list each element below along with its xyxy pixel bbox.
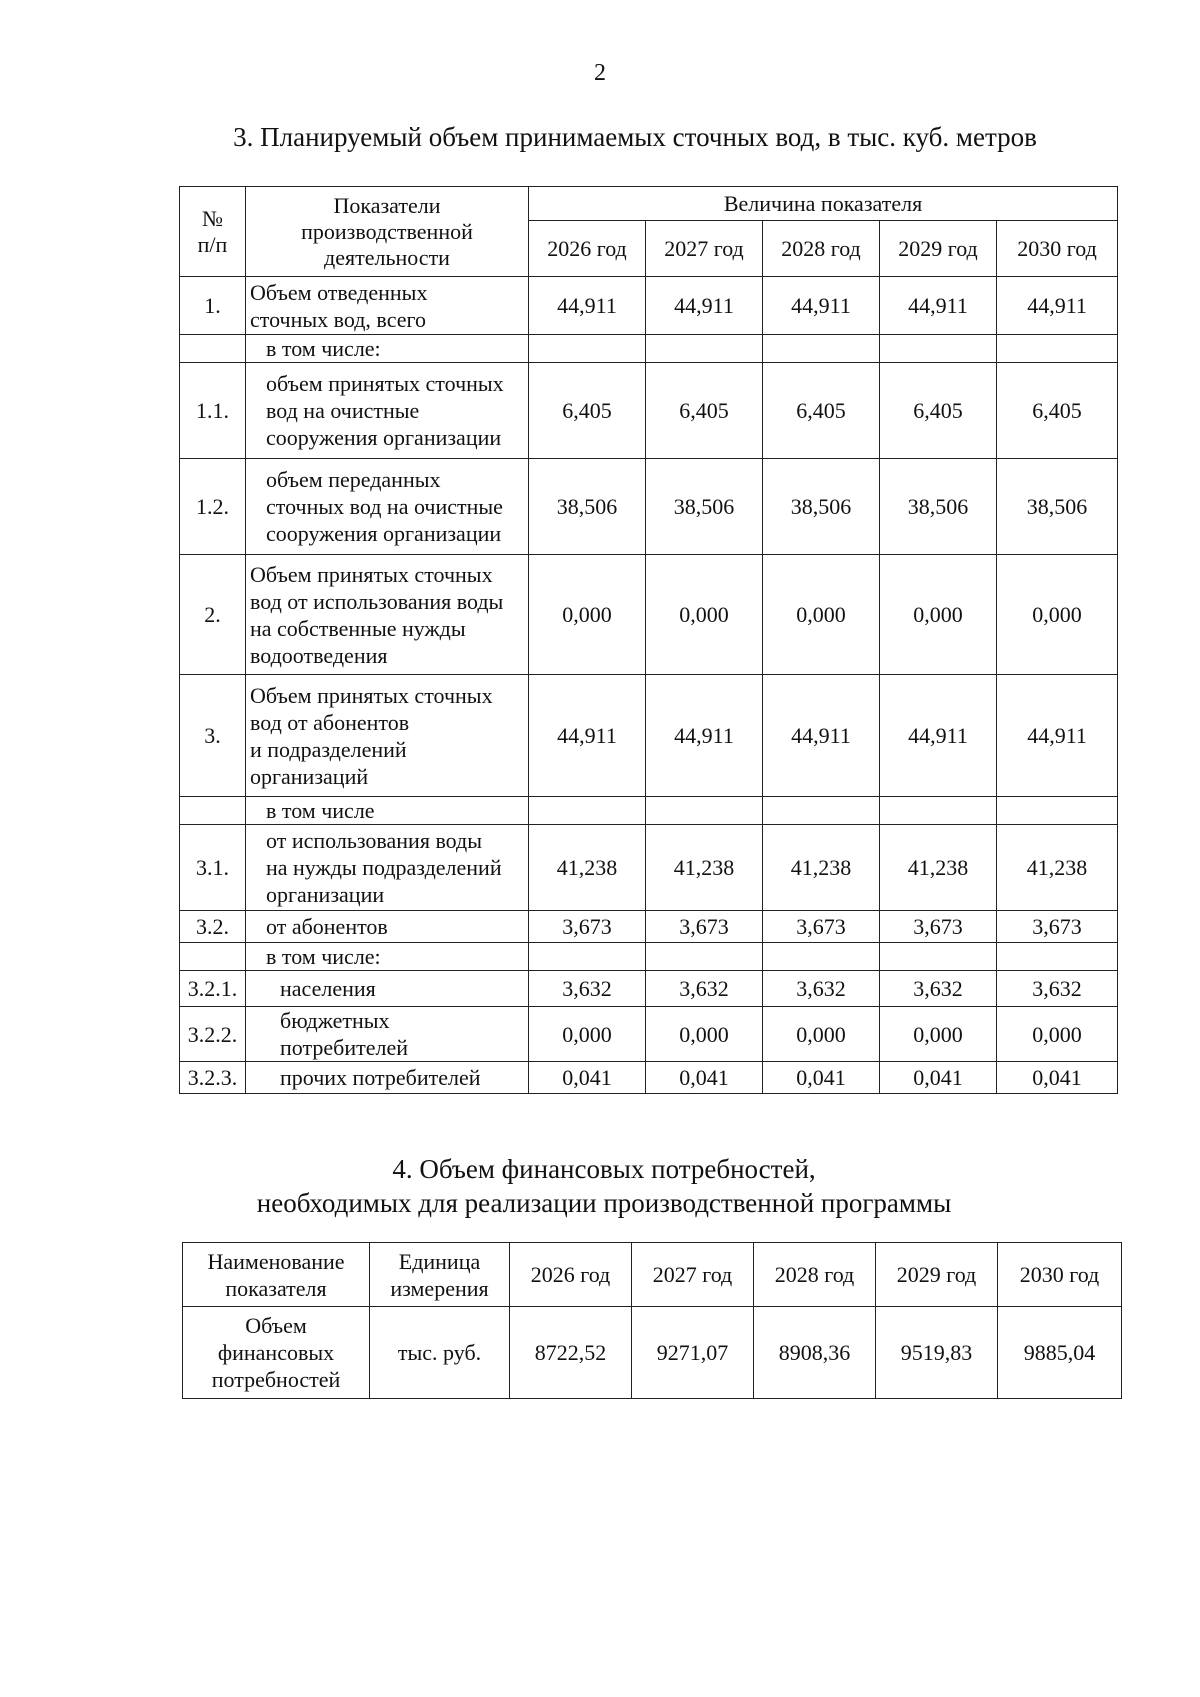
row-value: 0,000 xyxy=(529,555,646,675)
row-value: 41,238 xyxy=(529,825,646,911)
header-num-text: № п/п xyxy=(197,205,228,257)
row-value: 0,000 xyxy=(763,1007,880,1062)
row-number xyxy=(180,943,246,971)
header-year: 2026 год xyxy=(510,1243,632,1307)
header-num xyxy=(180,187,246,277)
row-label: от использования воды на нужды подразделений организации xyxy=(246,825,529,911)
header-year: 2029 год xyxy=(880,221,997,277)
row-value xyxy=(646,797,763,825)
row-value: 44,911 xyxy=(646,675,763,797)
row-label: прочих потребителей xyxy=(246,1062,529,1094)
row-label: в том числе: xyxy=(246,943,529,971)
header-year: 2030 год xyxy=(998,1243,1122,1307)
row-label: населения xyxy=(246,971,529,1007)
row-name: Объем финансовых потребностей xyxy=(183,1307,370,1399)
financial-header-row xyxy=(183,1243,1122,1307)
row-value xyxy=(997,335,1118,363)
row-value xyxy=(763,943,880,971)
row-label: объем переданных сточных вод на очистные сооружения организации xyxy=(246,459,529,555)
row-value: 3,673 xyxy=(646,911,763,943)
row-value: 0,000 xyxy=(529,1007,646,1062)
row-value: 38,506 xyxy=(763,459,880,555)
row-value: 3,673 xyxy=(529,911,646,943)
financial-data-row xyxy=(183,1307,1122,1399)
row-value: 3,673 xyxy=(763,911,880,943)
row-value xyxy=(646,943,763,971)
row-value: 0,000 xyxy=(997,555,1118,675)
row-value: 0,041 xyxy=(529,1062,646,1094)
header-year: 2028 год xyxy=(754,1243,876,1307)
row-value: 44,911 xyxy=(997,675,1118,797)
row-value: 38,506 xyxy=(529,459,646,555)
row-value: 38,506 xyxy=(646,459,763,555)
row-value: 6,405 xyxy=(646,363,763,459)
section-4-title xyxy=(8,1152,1200,1220)
row-number: 1. xyxy=(180,277,246,335)
section-3-title: 3. Планируемый объем принимаемых сточных вод, в тыс. куб. метров xyxy=(233,122,1037,152)
row-value: 44,911 xyxy=(529,675,646,797)
row-unit: тыс. руб. xyxy=(370,1307,510,1399)
row-label: Объем принятых сточных вод от абонентов и подразделений организаций xyxy=(246,675,529,797)
table-row xyxy=(180,1062,1118,1094)
table-row xyxy=(180,797,1118,825)
table-row xyxy=(180,675,1118,797)
row-value: 0,000 xyxy=(763,555,880,675)
row-value xyxy=(763,335,880,363)
header-year: 2030 год xyxy=(997,221,1118,277)
row-value xyxy=(880,797,997,825)
row-value: 0,000 xyxy=(646,555,763,675)
row-value: 38,506 xyxy=(880,459,997,555)
table-header-row xyxy=(180,187,1118,221)
table-row xyxy=(180,335,1118,363)
section-4-title-line2: необходимых для реализации производственной программы xyxy=(256,1188,952,1218)
row-value: 3,632 xyxy=(880,971,997,1007)
header-year: 2027 год xyxy=(646,221,763,277)
row-value: 44,911 xyxy=(997,277,1118,335)
page-number: 2 xyxy=(594,60,606,86)
row-value: 44,911 xyxy=(529,277,646,335)
row-number: 1.2. xyxy=(180,459,246,555)
row-value: 9271,07 xyxy=(632,1307,754,1399)
table-row xyxy=(180,459,1118,555)
section-4-title-line1: 4. Объем финансовых потребностей, xyxy=(392,1154,816,1184)
header-year: 2027 год xyxy=(632,1243,754,1307)
row-number xyxy=(180,335,246,363)
row-value xyxy=(646,335,763,363)
row-value xyxy=(997,797,1118,825)
row-value: 3,632 xyxy=(646,971,763,1007)
table-row xyxy=(180,971,1118,1007)
row-value: 0,000 xyxy=(646,1007,763,1062)
table-row xyxy=(180,943,1118,971)
row-value: 0,000 xyxy=(880,555,997,675)
wastewater-volume-table xyxy=(179,186,1118,1094)
row-value: 44,911 xyxy=(763,675,880,797)
row-value: 0,041 xyxy=(646,1062,763,1094)
row-number: 1.1. xyxy=(180,363,246,459)
row-value xyxy=(763,797,880,825)
row-label: в том числе xyxy=(246,797,529,825)
header-value-group: Величина показателя xyxy=(529,187,1118,221)
row-value: 44,911 xyxy=(880,277,997,335)
row-value xyxy=(997,943,1118,971)
row-value: 3,673 xyxy=(997,911,1118,943)
row-value: 0,000 xyxy=(997,1007,1118,1062)
row-value: 6,405 xyxy=(763,363,880,459)
row-value xyxy=(529,335,646,363)
row-value: 44,911 xyxy=(880,675,997,797)
header-indicator-text: Показатели производственной деятельности xyxy=(301,192,473,270)
row-value: 0,041 xyxy=(880,1062,997,1094)
row-value: 44,911 xyxy=(646,277,763,335)
row-value: 0,000 xyxy=(880,1007,997,1062)
row-value: 8908,36 xyxy=(754,1307,876,1399)
row-value: 3,632 xyxy=(529,971,646,1007)
row-value: 6,405 xyxy=(529,363,646,459)
row-value: 41,238 xyxy=(646,825,763,911)
row-number: 3.2.2. xyxy=(180,1007,246,1062)
table-row xyxy=(180,825,1118,911)
table-row xyxy=(180,555,1118,675)
header-year: 2029 год xyxy=(876,1243,998,1307)
row-value: 44,911 xyxy=(763,277,880,335)
row-label: объем принятых сточных вод на очистные сооружения организации xyxy=(246,363,529,459)
row-value xyxy=(529,943,646,971)
row-number: 3.2.3. xyxy=(180,1062,246,1094)
header-name: Наименование показателя xyxy=(183,1243,370,1307)
row-value: 38,506 xyxy=(997,459,1118,555)
table-row xyxy=(180,277,1118,335)
header-unit: Единица измерения xyxy=(370,1243,510,1307)
row-label: в том числе: xyxy=(246,335,529,363)
row-number: 2. xyxy=(180,555,246,675)
row-value: 0,041 xyxy=(997,1062,1118,1094)
row-value: 9519,83 xyxy=(876,1307,998,1399)
row-value: 3,673 xyxy=(880,911,997,943)
wastewater-table-body xyxy=(180,187,1118,1094)
financial-needs-table xyxy=(182,1242,1122,1399)
row-value xyxy=(880,335,997,363)
row-value: 3,632 xyxy=(997,971,1118,1007)
header-indicator xyxy=(246,187,529,277)
row-value: 8722,52 xyxy=(510,1307,632,1399)
row-value: 41,238 xyxy=(997,825,1118,911)
row-number: 3.2. xyxy=(180,911,246,943)
row-value: 41,238 xyxy=(763,825,880,911)
row-value: 41,238 xyxy=(880,825,997,911)
table-row xyxy=(180,363,1118,459)
table-row xyxy=(180,911,1118,943)
header-year: 2026 год xyxy=(529,221,646,277)
row-number: 3. xyxy=(180,675,246,797)
row-label: Объем принятых сточных вод от использования воды на собственные нужды водоотведения xyxy=(246,555,529,675)
row-label: бюджетных потребителей xyxy=(246,1007,529,1062)
row-label: Объем отведенных сточных вод, всего xyxy=(246,277,529,335)
row-value xyxy=(880,943,997,971)
row-number xyxy=(180,797,246,825)
header-year: 2028 год xyxy=(763,221,880,277)
row-value: 0,041 xyxy=(763,1062,880,1094)
financial-table-body xyxy=(183,1243,1122,1399)
row-value: 6,405 xyxy=(997,363,1118,459)
row-value: 3,632 xyxy=(763,971,880,1007)
row-value: 6,405 xyxy=(880,363,997,459)
row-label: от абонентов xyxy=(246,911,529,943)
row-number: 3.1. xyxy=(180,825,246,911)
row-value xyxy=(529,797,646,825)
row-number: 3.2.1. xyxy=(180,971,246,1007)
row-value: 9885,04 xyxy=(998,1307,1122,1399)
table-row xyxy=(180,1007,1118,1062)
